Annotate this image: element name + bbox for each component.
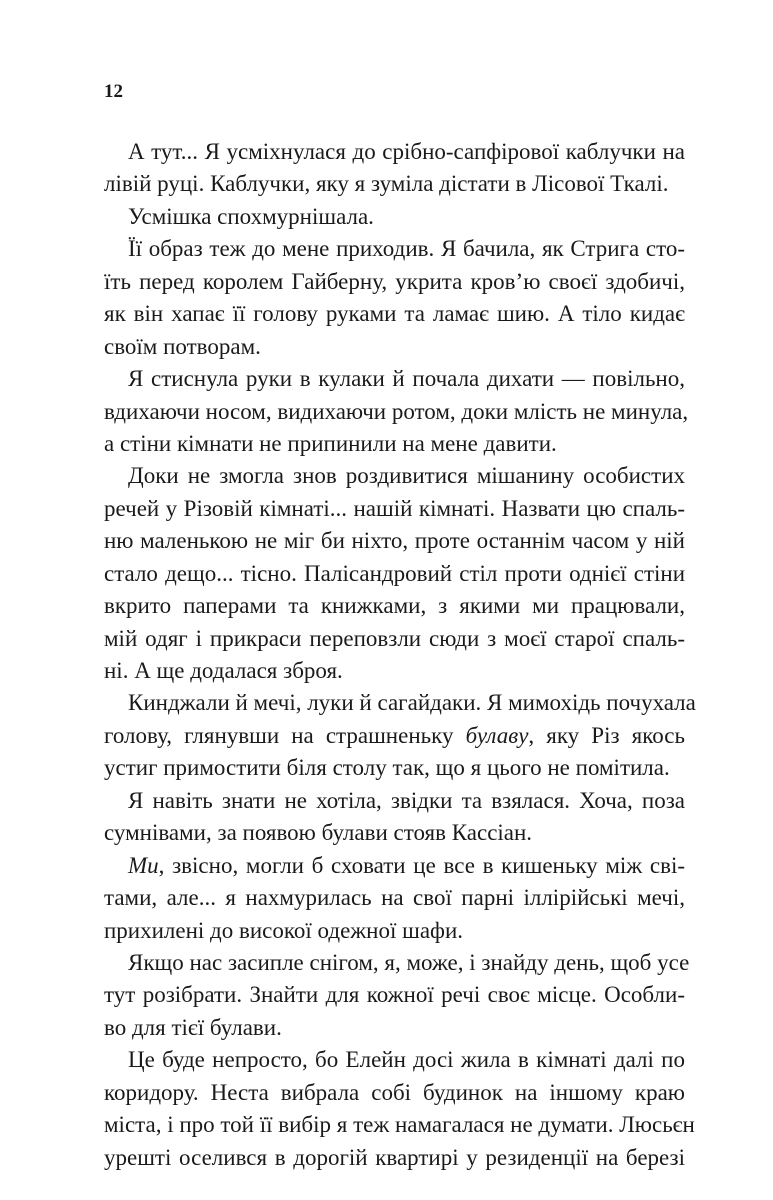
text-line: во для тієї булави. <box>104 1014 282 1040</box>
text-line <box>104 850 685 882</box>
text-line: вкрито паперами та книжками, з якими ми працювали, <box>104 593 685 619</box>
text-line: своїм потворам. <box>104 333 261 359</box>
text-line <box>104 720 685 752</box>
text-line: сумнівами, за появою булави стояв Кассіан. <box>104 820 533 846</box>
text-line: а стіни кімнати не припинили на мене давити. <box>104 430 557 456</box>
italic-word: Ми <box>128 852 159 878</box>
text-line: вдихаючи носом, видихаючи ротом, доки млість не минула, <box>104 398 689 424</box>
text-line: Я стиснула руки в кулаки й почала дихати — повільно, <box>128 366 685 392</box>
text-line: Кинджали й мечі, луки й сагайдаки. Я мимохідь почухала <box>128 690 696 716</box>
text-line: А тут... Я усміхнулася до срібно-сапфірової каблучки на <box>128 139 685 164</box>
text-segment: , яку Різ якось <box>528 722 685 748</box>
text-segment: , звісно, могли б сховати це все в кишеньку між сві- <box>158 852 685 878</box>
text-line: їть перед королем Гайберну, укрита кров’ю своєї здобичі, <box>104 268 685 294</box>
page-number: 12 <box>104 81 123 102</box>
text-line: Я навіть знати не хотіла, звідки та взялася. Хоча, поза <box>128 787 685 813</box>
text-line: Якщо нас засипле снігом, я, може, і знайду день, щоб усе <box>128 949 690 975</box>
italic-word: булаву <box>465 722 529 748</box>
text-line: речей у Різовій кімнаті... нашій кімнаті. Назвати цю спаль- <box>104 495 685 521</box>
text-line: Її образ теж до мене приходив. Я бачила, як Стрига сто- <box>128 236 685 262</box>
text-line: мій одяг і прикраси переповзли сюди з моєї старої спаль- <box>104 625 685 651</box>
body-text <box>104 136 696 1174</box>
text-line: тами, але... я нахмурилась на свої парні іллірійські мечі, <box>104 885 685 911</box>
text-line: міста, і про той її вибір я теж намагалася не думати. Люсьєн <box>104 1112 695 1138</box>
text-line: прихилені до високої одежної шафи. <box>104 917 464 943</box>
text-line: коридору. Неста вибрала собі будинок на іншому краю <box>104 1079 685 1105</box>
text-line: урешті оселився в дорогій квартирі у резиденції на березі <box>104 1144 685 1170</box>
text-line: ню маленькою не міг би ніхто, проте останнім часом у ній <box>104 528 685 554</box>
text-line: ні. А ще додалася зброя. <box>104 658 343 683</box>
text-segment: голову, глянувши на страшненьку <box>104 722 466 748</box>
text-line: Усмішка спохмурнішала. <box>128 203 374 229</box>
text-line: устиг примостити біля столу так, що я цього не помітила. <box>104 755 670 781</box>
text-line: Це буде непросто, бо Елейн досі жила в кімнаті далі по <box>128 1047 685 1073</box>
text-line: лівій руці. Каблучки, яку я зуміла дістати в Лісової Ткалі. <box>104 171 669 197</box>
text-line: як він хапає її голову руками та ламає шию. А тіло кидає <box>104 301 685 327</box>
text-line: Доки не змогла знов роздивитися мішанину особистих <box>128 463 685 489</box>
text-line: тут розібрати. Знайти для кожної речі своє місце. Особли- <box>104 982 685 1008</box>
text-line: стало дещо... тісно. Палісандровий стіл проти однієї стіни <box>104 560 685 586</box>
